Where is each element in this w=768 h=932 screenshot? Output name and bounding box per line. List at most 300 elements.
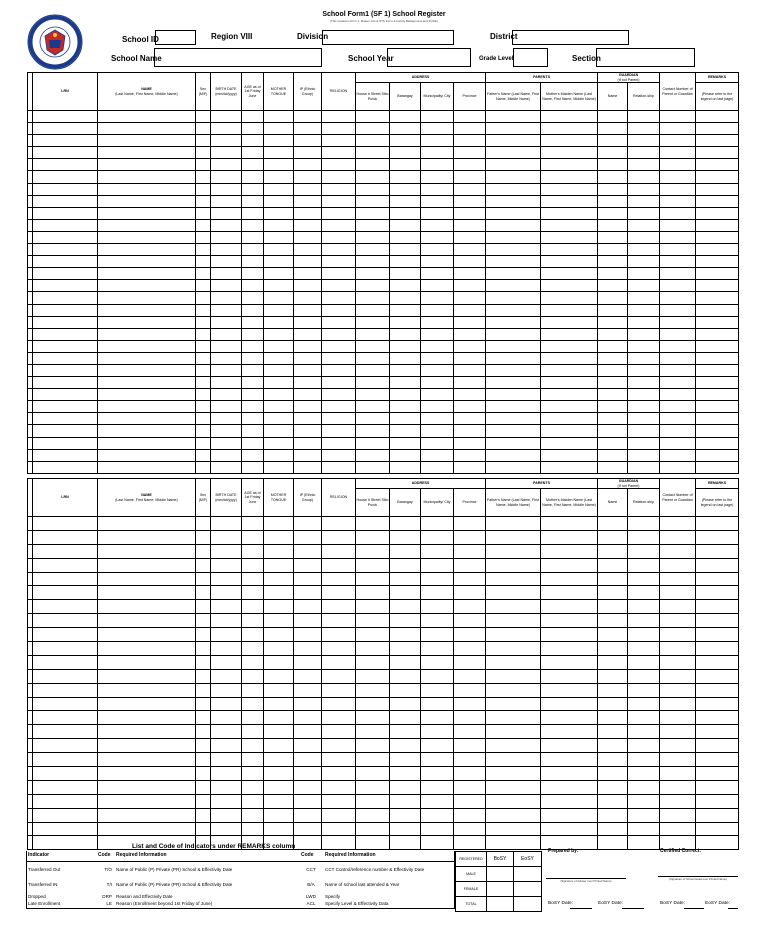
table-cell[interactable]	[294, 586, 322, 600]
table-cell[interactable]	[242, 147, 264, 159]
table-cell[interactable]	[696, 711, 739, 725]
table-cell[interactable]	[356, 572, 390, 586]
table-cell[interactable]	[541, 268, 598, 280]
table-cell[interactable]	[322, 195, 356, 207]
table-cell[interactable]	[696, 600, 739, 614]
table-cell[interactable]	[196, 794, 211, 808]
table-cell[interactable]	[264, 377, 294, 389]
table-cell[interactable]	[294, 697, 322, 711]
table-cell[interactable]	[660, 183, 696, 195]
table-cell[interactable]	[541, 461, 598, 473]
table-cell[interactable]	[696, 135, 739, 147]
table-cell[interactable]	[322, 586, 356, 600]
table-cell[interactable]	[390, 195, 421, 207]
table-cell[interactable]	[696, 822, 739, 836]
table-cell[interactable]	[322, 135, 356, 147]
table-cell[interactable]	[211, 517, 242, 531]
table-cell[interactable]	[196, 268, 211, 280]
table-cell[interactable]	[628, 600, 660, 614]
table-cell[interactable]	[242, 401, 264, 413]
table-cell[interactable]	[696, 292, 739, 304]
table-cell[interactable]	[98, 725, 196, 739]
table-cell[interactable]	[356, 711, 390, 725]
table-cell[interactable]	[33, 171, 98, 183]
table-cell[interactable]	[598, 328, 628, 340]
table-cell[interactable]	[598, 669, 628, 683]
table-cell[interactable]	[196, 753, 211, 767]
table-cell[interactable]	[628, 836, 660, 850]
table-cell[interactable]	[294, 808, 322, 822]
table-cell[interactable]	[356, 123, 390, 135]
table-cell[interactable]	[421, 280, 454, 292]
table-cell[interactable]	[211, 256, 242, 268]
table-cell[interactable]	[242, 219, 264, 231]
table-cell[interactable]	[454, 147, 486, 159]
table-cell[interactable]	[660, 244, 696, 256]
table-cell[interactable]	[211, 794, 242, 808]
table-cell[interactable]	[264, 683, 294, 697]
table-cell[interactable]	[660, 171, 696, 183]
table-cell[interactable]	[98, 352, 196, 364]
table-cell[interactable]	[98, 461, 196, 473]
table-cell[interactable]	[696, 558, 739, 572]
table-cell[interactable]	[196, 111, 211, 123]
table-cell[interactable]	[390, 572, 421, 586]
table-cell[interactable]	[628, 195, 660, 207]
table-cell[interactable]	[628, 280, 660, 292]
table-cell[interactable]	[294, 600, 322, 614]
table-cell[interactable]	[541, 401, 598, 413]
table-cell[interactable]	[486, 725, 541, 739]
table-cell[interactable]	[98, 642, 196, 656]
table-cell[interactable]	[628, 544, 660, 558]
table-cell[interactable]	[628, 572, 660, 586]
table-cell[interactable]	[541, 123, 598, 135]
table-cell[interactable]	[356, 836, 390, 850]
table-cell[interactable]	[696, 183, 739, 195]
table-cell[interactable]	[322, 711, 356, 725]
table-cell[interactable]	[390, 135, 421, 147]
table-cell[interactable]	[660, 256, 696, 268]
table-cell[interactable]	[294, 159, 322, 171]
table-cell[interactable]	[322, 244, 356, 256]
table-cell[interactable]	[98, 219, 196, 231]
table-cell[interactable]	[98, 808, 196, 822]
table-cell[interactable]	[421, 159, 454, 171]
table-cell[interactable]	[598, 413, 628, 425]
table-cell[interactable]	[196, 725, 211, 739]
table-cell[interactable]	[242, 739, 264, 753]
table-cell[interactable]	[421, 413, 454, 425]
table-cell[interactable]	[98, 669, 196, 683]
table-cell[interactable]	[696, 147, 739, 159]
table-cell[interactable]	[264, 195, 294, 207]
table-cell[interactable]	[598, 425, 628, 437]
table-cell[interactable]	[486, 437, 541, 449]
table-cell[interactable]	[98, 340, 196, 352]
table-cell[interactable]	[541, 558, 598, 572]
table-cell[interactable]	[454, 425, 486, 437]
table-cell[interactable]	[33, 517, 98, 531]
table-cell[interactable]	[322, 425, 356, 437]
table-cell[interactable]	[696, 572, 739, 586]
table-cell[interactable]	[390, 340, 421, 352]
table-cell[interactable]	[264, 669, 294, 683]
table-cell[interactable]	[98, 780, 196, 794]
table-cell[interactable]	[33, 683, 98, 697]
table-cell[interactable]	[242, 231, 264, 243]
table-cell[interactable]	[264, 822, 294, 836]
table-cell[interactable]	[660, 572, 696, 586]
table-cell[interactable]	[486, 822, 541, 836]
table-cell[interactable]	[196, 244, 211, 256]
table-cell[interactable]	[196, 183, 211, 195]
table-cell[interactable]	[294, 669, 322, 683]
table-cell[interactable]	[421, 219, 454, 231]
table-cell[interactable]	[356, 822, 390, 836]
table-cell[interactable]	[196, 449, 211, 461]
table-cell[interactable]	[541, 183, 598, 195]
table-cell[interactable]	[390, 292, 421, 304]
table-cell[interactable]	[421, 572, 454, 586]
table-cell[interactable]	[98, 683, 196, 697]
table-cell[interactable]	[196, 328, 211, 340]
table-cell[interactable]	[541, 389, 598, 401]
table-cell[interactable]	[421, 614, 454, 628]
table-cell[interactable]	[660, 767, 696, 781]
table-cell[interactable]	[356, 304, 390, 316]
table-cell[interactable]	[242, 767, 264, 781]
table-cell[interactable]	[541, 219, 598, 231]
table-cell[interactable]	[598, 437, 628, 449]
table-cell[interactable]	[421, 207, 454, 219]
summary-total-bosy[interactable]	[487, 897, 514, 912]
table-cell[interactable]	[196, 207, 211, 219]
table-cell[interactable]	[196, 517, 211, 531]
table-cell[interactable]	[98, 135, 196, 147]
table-cell[interactable]	[196, 135, 211, 147]
table-cell[interactable]	[390, 280, 421, 292]
table-cell[interactable]	[660, 558, 696, 572]
table-cell[interactable]	[356, 256, 390, 268]
table-cell[interactable]	[356, 767, 390, 781]
summary-female-bosy[interactable]	[487, 882, 514, 897]
table-cell[interactable]	[598, 683, 628, 697]
table-cell[interactable]	[294, 739, 322, 753]
table-cell[interactable]	[98, 268, 196, 280]
table-cell[interactable]	[421, 683, 454, 697]
table-cell[interactable]	[356, 135, 390, 147]
table-cell[interactable]	[390, 767, 421, 781]
table-cell[interactable]	[421, 530, 454, 544]
table-cell[interactable]	[421, 377, 454, 389]
table-cell[interactable]	[264, 364, 294, 376]
table-cell[interactable]	[390, 256, 421, 268]
table-cell[interactable]	[242, 280, 264, 292]
table-cell[interactable]	[294, 753, 322, 767]
summary-male-bosy[interactable]	[487, 867, 514, 882]
table-cell[interactable]	[486, 586, 541, 600]
table-cell[interactable]	[660, 316, 696, 328]
table-cell[interactable]	[98, 316, 196, 328]
table-cell[interactable]	[264, 767, 294, 781]
table-cell[interactable]	[33, 642, 98, 656]
table-cell[interactable]	[322, 697, 356, 711]
table-cell[interactable]	[242, 614, 264, 628]
table-cell[interactable]	[541, 111, 598, 123]
table-cell[interactable]	[628, 628, 660, 642]
table-cell[interactable]	[294, 683, 322, 697]
table-cell[interactable]	[211, 219, 242, 231]
table-cell[interactable]	[628, 655, 660, 669]
table-cell[interactable]	[486, 413, 541, 425]
table-cell[interactable]	[196, 389, 211, 401]
table-cell[interactable]	[628, 461, 660, 473]
table-cell[interactable]	[598, 135, 628, 147]
table-cell[interactable]	[598, 364, 628, 376]
table-cell[interactable]	[322, 517, 356, 531]
table-cell[interactable]	[211, 530, 242, 544]
table-cell[interactable]	[322, 171, 356, 183]
table-cell[interactable]	[356, 316, 390, 328]
table-cell[interactable]	[628, 183, 660, 195]
table-cell[interactable]	[322, 461, 356, 473]
table-cell[interactable]	[598, 794, 628, 808]
table-cell[interactable]	[356, 530, 390, 544]
table-cell[interactable]	[696, 352, 739, 364]
table-cell[interactable]	[196, 340, 211, 352]
table-cell[interactable]	[454, 558, 486, 572]
table-cell[interactable]	[264, 147, 294, 159]
table-cell[interactable]	[98, 244, 196, 256]
table-cell[interactable]	[294, 437, 322, 449]
table-cell[interactable]	[628, 231, 660, 243]
table-cell[interactable]	[598, 711, 628, 725]
table-cell[interactable]	[33, 836, 98, 850]
table-cell[interactable]	[454, 244, 486, 256]
table-cell[interactable]	[264, 171, 294, 183]
table-cell[interactable]	[33, 159, 98, 171]
table-cell[interactable]	[421, 753, 454, 767]
table-cell[interactable]	[322, 614, 356, 628]
table-cell[interactable]	[598, 780, 628, 794]
table-cell[interactable]	[242, 340, 264, 352]
table-cell[interactable]	[598, 600, 628, 614]
table-cell[interactable]	[454, 135, 486, 147]
table-cell[interactable]	[264, 437, 294, 449]
table-cell[interactable]	[98, 517, 196, 531]
table-cell[interactable]	[421, 171, 454, 183]
table-cell[interactable]	[264, 280, 294, 292]
table-cell[interactable]	[356, 183, 390, 195]
table-cell[interactable]	[356, 280, 390, 292]
table-cell[interactable]	[196, 822, 211, 836]
table-cell[interactable]	[294, 123, 322, 135]
table-cell[interactable]	[196, 558, 211, 572]
table-cell[interactable]	[196, 572, 211, 586]
table-cell[interactable]	[33, 292, 98, 304]
table-cell[interactable]	[264, 780, 294, 794]
table-cell[interactable]	[322, 544, 356, 558]
table-cell[interactable]	[421, 780, 454, 794]
table-cell[interactable]	[264, 614, 294, 628]
table-cell[interactable]	[33, 340, 98, 352]
table-cell[interactable]	[322, 449, 356, 461]
table-cell[interactable]	[242, 780, 264, 794]
table-cell[interactable]	[294, 268, 322, 280]
table-cell[interactable]	[598, 836, 628, 850]
table-cell[interactable]	[390, 219, 421, 231]
table-cell[interactable]	[486, 517, 541, 531]
table-cell[interactable]	[322, 725, 356, 739]
table-cell[interactable]	[598, 572, 628, 586]
table-cell[interactable]	[294, 425, 322, 437]
table-cell[interactable]	[454, 159, 486, 171]
table-cell[interactable]	[421, 628, 454, 642]
table-cell[interactable]	[98, 767, 196, 781]
table-cell[interactable]	[454, 268, 486, 280]
table-cell[interactable]	[196, 437, 211, 449]
table-cell[interactable]	[454, 207, 486, 219]
table-cell[interactable]	[454, 822, 486, 836]
table-cell[interactable]	[541, 207, 598, 219]
table-cell[interactable]	[628, 780, 660, 794]
table-cell[interactable]	[598, 614, 628, 628]
table-cell[interactable]	[264, 219, 294, 231]
table-cell[interactable]	[390, 352, 421, 364]
table-cell[interactable]	[454, 280, 486, 292]
table-cell[interactable]	[356, 244, 390, 256]
table-cell[interactable]	[454, 449, 486, 461]
table-cell[interactable]	[264, 544, 294, 558]
table-cell[interactable]	[211, 461, 242, 473]
table-cell[interactable]	[211, 183, 242, 195]
table-cell[interactable]	[264, 655, 294, 669]
table-cell[interactable]	[211, 171, 242, 183]
table-cell[interactable]	[421, 364, 454, 376]
table-cell[interactable]	[211, 600, 242, 614]
table-cell[interactable]	[322, 292, 356, 304]
table-cell[interactable]	[541, 767, 598, 781]
table-cell[interactable]	[33, 207, 98, 219]
table-cell[interactable]	[356, 207, 390, 219]
table-cell[interactable]	[211, 159, 242, 171]
table-cell[interactable]	[598, 256, 628, 268]
table-cell[interactable]	[196, 304, 211, 316]
table-cell[interactable]	[421, 401, 454, 413]
table-cell[interactable]	[598, 352, 628, 364]
table-cell[interactable]	[696, 449, 739, 461]
table-cell[interactable]	[294, 147, 322, 159]
table-cell[interactable]	[196, 530, 211, 544]
table-cell[interactable]	[660, 544, 696, 558]
table-cell[interactable]	[541, 316, 598, 328]
table-cell[interactable]	[264, 135, 294, 147]
table-cell[interactable]	[628, 669, 660, 683]
table-cell[interactable]	[242, 425, 264, 437]
table-cell[interactable]	[454, 808, 486, 822]
table-cell[interactable]	[33, 753, 98, 767]
table-cell[interactable]	[98, 280, 196, 292]
table-cell[interactable]	[696, 340, 739, 352]
table-cell[interactable]	[33, 572, 98, 586]
table-cell[interactable]	[598, 304, 628, 316]
division-field[interactable]	[322, 30, 454, 45]
table-cell[interactable]	[242, 600, 264, 614]
table-cell[interactable]	[660, 425, 696, 437]
table-cell[interactable]	[598, 461, 628, 473]
table-cell[interactable]	[454, 767, 486, 781]
table-cell[interactable]	[242, 711, 264, 725]
table-cell[interactable]	[294, 642, 322, 656]
table-cell[interactable]	[264, 231, 294, 243]
table-cell[interactable]	[696, 111, 739, 123]
table-cell[interactable]	[196, 683, 211, 697]
district-field[interactable]	[512, 30, 629, 45]
table-cell[interactable]	[486, 171, 541, 183]
table-cell[interactable]	[264, 711, 294, 725]
table-cell[interactable]	[98, 558, 196, 572]
table-cell[interactable]	[421, 231, 454, 243]
table-cell[interactable]	[264, 268, 294, 280]
table-cell[interactable]	[242, 159, 264, 171]
table-cell[interactable]	[541, 364, 598, 376]
table-cell[interactable]	[322, 808, 356, 822]
table-cell[interactable]	[486, 600, 541, 614]
table-cell[interactable]	[33, 544, 98, 558]
table-cell[interactable]	[486, 256, 541, 268]
table-cell[interactable]	[211, 586, 242, 600]
table-cell[interactable]	[98, 628, 196, 642]
table-cell[interactable]	[660, 280, 696, 292]
table-cell[interactable]	[211, 697, 242, 711]
table-cell[interactable]	[242, 697, 264, 711]
table-cell[interactable]	[486, 767, 541, 781]
table-cell[interactable]	[242, 135, 264, 147]
table-cell[interactable]	[33, 449, 98, 461]
table-cell[interactable]	[356, 425, 390, 437]
table-cell[interactable]	[294, 219, 322, 231]
table-cell[interactable]	[454, 711, 486, 725]
table-cell[interactable]	[598, 171, 628, 183]
table-cell[interactable]	[98, 739, 196, 753]
table-cell[interactable]	[541, 780, 598, 794]
table-cell[interactable]	[196, 628, 211, 642]
table-cell[interactable]	[486, 642, 541, 656]
table-cell[interactable]	[294, 822, 322, 836]
table-cell[interactable]	[264, 401, 294, 413]
table-cell[interactable]	[322, 437, 356, 449]
table-cell[interactable]	[541, 642, 598, 656]
table-cell[interactable]	[356, 449, 390, 461]
table-cell[interactable]	[322, 364, 356, 376]
table-cell[interactable]	[98, 449, 196, 461]
table-cell[interactable]	[264, 753, 294, 767]
table-cell[interactable]	[486, 159, 541, 171]
table-cell[interactable]	[98, 377, 196, 389]
table-cell[interactable]	[421, 195, 454, 207]
table-cell[interactable]	[598, 655, 628, 669]
table-cell[interactable]	[390, 669, 421, 683]
table-cell[interactable]	[390, 558, 421, 572]
table-cell[interactable]	[454, 642, 486, 656]
table-cell[interactable]	[660, 780, 696, 794]
table-cell[interactable]	[294, 207, 322, 219]
table-cell[interactable]	[294, 304, 322, 316]
table-cell[interactable]	[628, 401, 660, 413]
table-cell[interactable]	[628, 147, 660, 159]
table-cell[interactable]	[598, 401, 628, 413]
